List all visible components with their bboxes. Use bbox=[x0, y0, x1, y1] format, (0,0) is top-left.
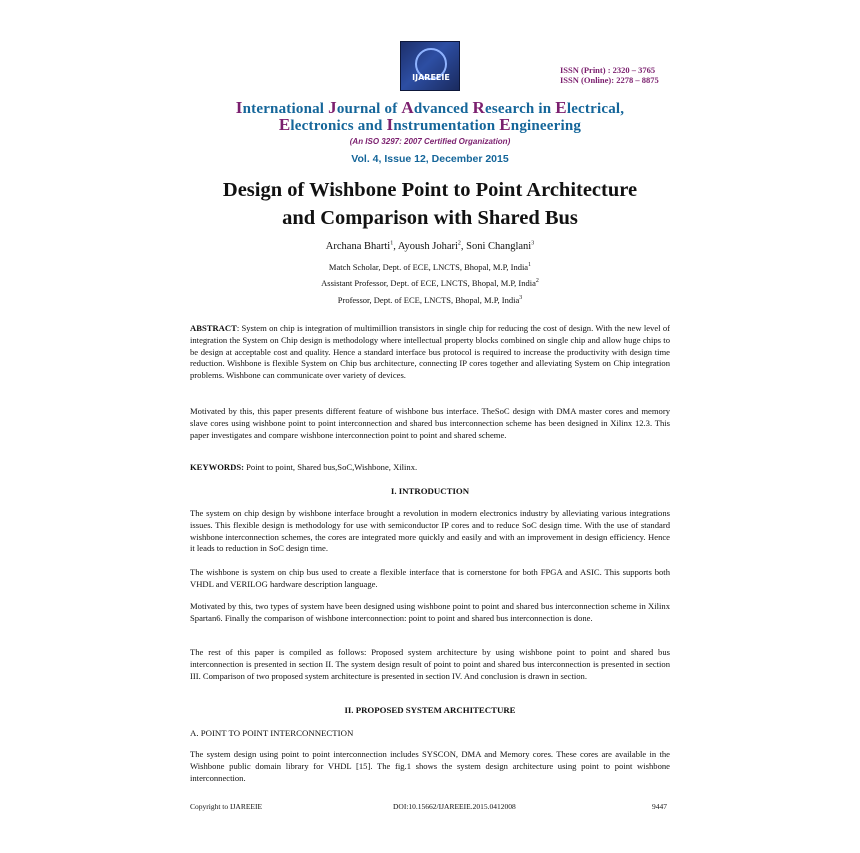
section2a-paragraph: The system design using point to point interconnection includes SYSCON, DMA and Memory cores. These cores are available in the Wishbone public domain library for VHDL [15]. The fig.1 shows the system design architecture using point to point wishbone interconnection. bbox=[190, 749, 670, 783]
abstract-motivation-paragraph: Motivated by this, this paper presents different feature of wishbone bus interface. TheSoC design with DMA master cores and memory slave cores using wishbone point to point interconnection and shared bus interconnection scheme has been designed in Xilinx 12.3. This paper investigates and compare wishbone interconnection point to point and shared scheme. bbox=[190, 406, 670, 440]
iso-certification: (An ISO 3297: 2007 Certified Organization) bbox=[349, 137, 511, 146]
affiliation-2: Assistant Professor, Dept. of ECE, LNCTS, Bhopal, M.P, India$^2$ bbox=[321, 278, 539, 288]
intro-paragraph-3: Motivated by this, two types of system have been designed using wishbone point to point and shared bus interconnection scheme in Xilinx Spartan6. Finally the comparison of wishbone interconnection: point to point and shared bus interconnection is done. bbox=[190, 601, 670, 623]
author-name: Archana Bharti bbox=[325, 241, 391, 252]
journal-logo bbox=[400, 41, 460, 91]
journal-name-line1: International Journal of Advanced Research in Electrical, bbox=[235, 98, 625, 117]
volume-issue: Vol. 4, Issue 12, December 2015 bbox=[351, 153, 509, 165]
intro-paragraph-2: The wishbone is system on chip bus used to create a flexible interface that is cornerstone for both FPGA and ASIC. This supports both VHDL and VERILOG hardware description language. bbox=[190, 567, 670, 589]
keywords-paragraph: KEYWORDS: Point to point, Shared bus,SoC,Wishbone, Xilinx. bbox=[190, 462, 418, 472]
author-sup: 3 bbox=[531, 240, 535, 247]
affiliation-3: Professor, Dept. of ECE, LNCTS, Bhopal, M.P, India$^3$ bbox=[337, 295, 523, 305]
footer-doi: DOI:10.15662/IJAREEIE.2015.0412008 bbox=[393, 802, 516, 811]
author-name: Soni Changlani bbox=[466, 241, 532, 252]
author-sup: 1 bbox=[390, 240, 394, 247]
keywords-label: KEYWORDS: bbox=[190, 462, 244, 472]
logo-text: IJAREEIE bbox=[412, 73, 450, 82]
section-heading-introduction: I. INTRODUCTION bbox=[390, 486, 470, 496]
subsection-heading-point-to-point: A. POINT TO POINT INTERCONNECTION bbox=[190, 728, 354, 738]
intro-paragraph-4: The rest of this paper is compiled as follows: Proposed system architecture by using wishbone point to point and shared bus interconnection is presented in section II. The system design result of point to point and shared bus interconnection is presented in section III. Comparison of two proposed system architecture is presented in section IV. And conclusion is drawn in section. bbox=[190, 647, 670, 681]
affiliation-1: Match Scholar, Dept. of ECE, LNCTS, Bhopal, M.P, India$^1$ bbox=[328, 262, 532, 272]
section-heading-proposed-architecture: II. PROPOSED SYSTEM ARCHITECTURE bbox=[344, 705, 516, 715]
issn-online: ISSN (Online): 2278 – 8875 bbox=[560, 75, 659, 85]
author-list: Archana Bharti$^1$, Ayoush Johari$^2$, Soni Changlani$^3$ bbox=[325, 240, 535, 252]
intro-paragraph-1: The system on chip design by wishbone interface brought a revolution in modern electronics industry by alleviating various integrations issues. This flexible design is methodology for use with semiconductor IP cores and to reduce SoC design time. With the use of standard wishbone interconnection schemes, the cores are integrated more quickly and easily and with an improvement in design efficiency. Hence it leads to reduction in SoC design time. bbox=[190, 508, 670, 554]
author-sup: 2 bbox=[457, 240, 461, 247]
journal-name-line2: Electronics and Instrumentation Engineering bbox=[278, 115, 582, 134]
paper-title-line2: and Comparison with Shared Bus bbox=[282, 207, 578, 229]
footer-page-number: 9447 bbox=[652, 802, 667, 811]
paper-title-line1: Design of Wishbone Point to Point Architecture bbox=[222, 179, 638, 201]
abstract-paragraph: ABSTRACT: System on chip is integration of multimillion transistors in single chip for reducing the cost of design. With the new level of integration the System on Chip design is methodology where intellectual property blocks combined on single chip and allow huge chips to be design at acceptable cost and quality. Hence a standard interface bus protocol is required to increase the productivity with design time reduction. Wishbone is flexible System on Chip bus architecture, connecting IP cores together and alleviating System on Chip integration problems. Wishbone can communicate over variety of devices. bbox=[190, 323, 670, 381]
abstract-label: ABSTRACT bbox=[190, 323, 237, 333]
footer-copyright: Copyright to IJAREEIE bbox=[190, 802, 263, 811]
issn-print: ISSN (Print) : 2320 – 3765 bbox=[560, 65, 656, 75]
author-name: Ayoush Johari bbox=[397, 241, 458, 252]
